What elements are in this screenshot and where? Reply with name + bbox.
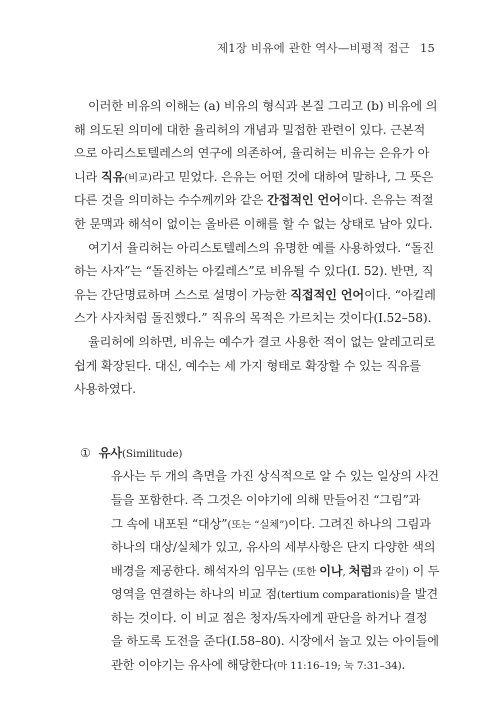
text-line: 유는 간단명료하며 스스로 설명이 가능한 직접적인 언어이다. “아킬레 xyxy=(74,287,436,302)
text-line: 영역을 연결하는 하나의 비교 점(tertium comparationis)을 발견 xyxy=(111,587,438,602)
paragraph-3 xyxy=(74,331,436,402)
section-title-latin: (Similitude) xyxy=(122,447,183,460)
text-line: 여기서 율리허는 아리스토텔레스의 유명한 예를 사용하였다. “돌진 xyxy=(88,240,434,255)
section-1-body xyxy=(74,465,440,677)
text-line: 들을 포함한다. 즉 그것은 이야기에 의해 만들어진 “그림”과 xyxy=(111,492,421,507)
text-line: 으로 아리스토텔레스의 연구에 의존하여, 율리허는 비유는 은유가 아 xyxy=(74,146,430,161)
bold-term-direct-language: 직접적인 언어 xyxy=(290,287,365,302)
text-line: 하나의 대상/실체가 있고, 유사의 세부사항은 단지 다양한 색의 xyxy=(111,540,436,555)
text-line: 을 하도록 도전을 준다(I.58–80). 시장에서 놀고 있는 아이들에 xyxy=(111,634,439,649)
page-number: 15 xyxy=(419,41,435,55)
text-line: 율리허에 의하면, 비유는 예수가 결코 사용한 적이 없는 알레고리로 xyxy=(88,334,436,349)
paragraph-1 xyxy=(74,95,438,237)
text-line: 해 의도된 의미에 대한 율리허의 개념과 밀접한 관련이 있다. 근본적 xyxy=(74,122,426,137)
running-header xyxy=(217,40,435,56)
text-line: 하는 사자”는 “돌진하는 아킬레스”로 비유될 수 있다(I. 52). 반면, 직 xyxy=(74,264,434,279)
paragraph-2 xyxy=(74,237,436,331)
body-text xyxy=(74,95,440,678)
text-line: 다른 것을 의미하는 수수께끼와 같은 간접적인 언어이다. 은유는 적절 xyxy=(74,193,434,208)
bold-term-simile: 직유 xyxy=(100,169,125,184)
section-title: 유사 xyxy=(98,445,123,460)
text-line: 그 속에 내포된 “대상”(또는 “실체”)이다. 그려진 하나의 그림과 xyxy=(111,516,431,531)
text-line: 배경을 제공한다. 해석자의 임무는 (또한 이나, 처럼과 같이) 이 두 xyxy=(111,563,440,578)
running-title: 제1장 비유에 관한 역사—비평적 접근 xyxy=(216,41,410,55)
bold-term-indirect-language: 간접적인 언어 xyxy=(266,193,341,208)
text-line: 쉽게 확장된다. 대신, 예수는 세 가지 형태로 확장할 수 있는 직유를 xyxy=(74,358,421,373)
text-line: 스가 사자처럼 돌진했다.” 직유의 목적은 가르치는 것이다(I.52–58). xyxy=(74,311,432,326)
circled-number-one: ① xyxy=(80,445,91,460)
text-line: 하는 것이다. 이 비교 점은 청자/독자에게 판단을 하거나 결정 xyxy=(111,610,428,625)
text-line: 유사는 두 개의 측면을 가진 상식적으로 알 수 있는 일상의 사건 xyxy=(111,469,439,484)
text-line: 니라 직유(비교)라고 믿었다. 은유는 어떤 것에 대하여 말하나, 그 뜻은 xyxy=(74,169,434,184)
text-line: 이러한 비유의 이해는 (a) 비유의 형식과 본질 그리고 (b) 비유에 의 xyxy=(88,99,438,113)
text-line: 관한 이야기는 유사에 해당한다(마 11:16–19; 눅 7:31–34). xyxy=(111,658,406,673)
text-line: 사용하였다. xyxy=(74,382,136,397)
section-heading-similitude xyxy=(74,442,430,466)
text-line: 한 문맥과 해석이 없이는 올바른 이해를 할 수 없는 상태로 남아 있다. xyxy=(74,216,433,231)
